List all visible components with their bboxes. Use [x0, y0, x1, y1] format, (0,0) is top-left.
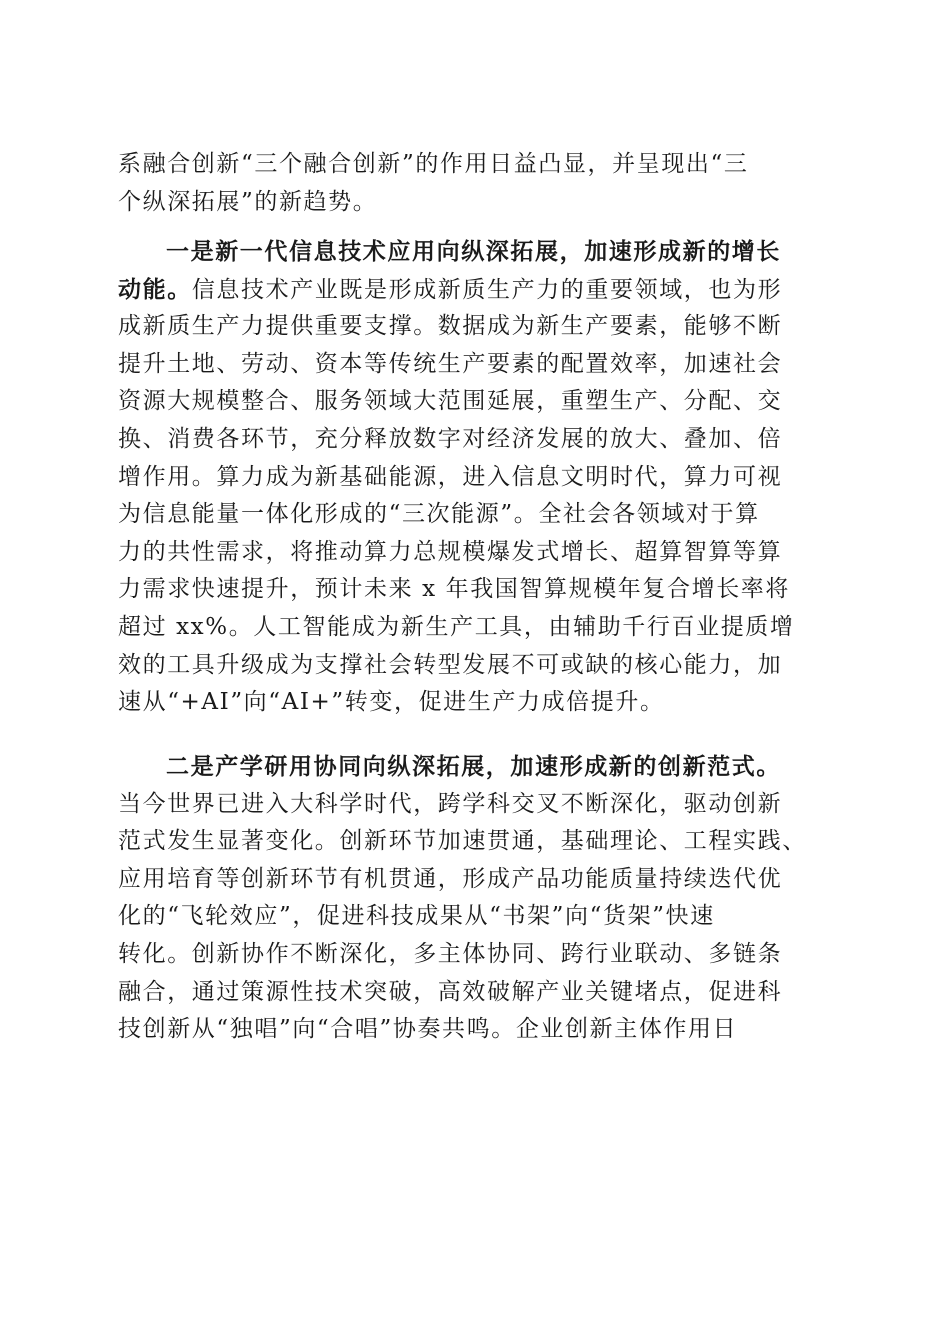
text-line: 力的共性需求，将推动算力总规模爆发式增长、超算智算等算 [118, 538, 783, 565]
text-line: 超过 xx%。人工智能成为新生产工具，由辅助千行百业提质增 [118, 613, 795, 640]
text-line: 提升土地、劳动、资本等传统生产要素的配置效率，加速社会 [118, 350, 783, 377]
paragraph-1-heading: 一是新一代信息技术应用向纵深拓展，加速形成新的增长 [166, 238, 781, 265]
text-line: 成新质生产力提供重要支撑。数据成为新生产要素，能够不断 [118, 313, 783, 340]
paragraph-2 [118, 748, 834, 1049]
text-line: 当今世界已进入大科学时代，跨学科交叉不断深化，驱动创新 [118, 790, 783, 817]
text-line: 系融合创新“三个融合创新”的作用日益凸显，并呈现出“三 [118, 151, 749, 177]
text-line: 范式发生显著变化。创新环节加速贯通，基础理论、工程实践、 [118, 828, 807, 855]
text-line: 为信息能量一体化形成的“三次能源”。全社会各领域对于算 [118, 501, 760, 528]
paragraph-2-heading: 二是产学研用协同向纵深拓展，加速形成新的创新范式。 [166, 753, 781, 780]
text-line: 个纵深拓展”的新趋势。 [118, 188, 378, 215]
paragraph-intro [118, 146, 834, 221]
text-line: 资源大规模整合、服务领域大范围延展，重塑生产、分配、交 [118, 388, 783, 415]
text-line: 换、消费各环节，充分释放数字对经济发展的放大、叠加、倍 [118, 425, 783, 452]
paragraph-1-heading-end: 动能。 [118, 275, 192, 303]
text-line: 力需求快速提升，预计未来 x 年我国智算规模年复合增长率将 [118, 576, 790, 603]
text-line: 化的“飞轮效应”，促进科技成果从“书架”向“货架”快速 [118, 903, 715, 930]
text-line: 转化。创新协作不断深化，多主体协同、跨行业联动、多链条 [118, 940, 783, 967]
text-line: 技创新从“独唱”向“合唱”协奏共鸣。企业创新主体作用日 [118, 1016, 738, 1043]
text-line: 速从“+AI”向“AI+”转变，促进生产力成倍提升。 [118, 689, 665, 716]
text-line: 效的工具升级成为支撑社会转型发展不可或缺的核心能力，加 [118, 651, 783, 678]
text-line: 融合，通过策源性技术突破，高效破解产业关键堵点，促进科 [118, 978, 783, 1005]
paragraph-1 [118, 233, 834, 722]
text-line: 应用培育等创新环节有机贯通，形成产品功能质量持续迭代优 [118, 865, 783, 892]
text-line: 增作用。算力成为新基础能源，进入信息文明时代，算力可视 [118, 463, 783, 490]
paragraph-1-line-2 [118, 271, 834, 309]
paragraph-1-body-start: 信息技术产业既是形成新质生产力的重要领域，也为形 [191, 276, 783, 303]
